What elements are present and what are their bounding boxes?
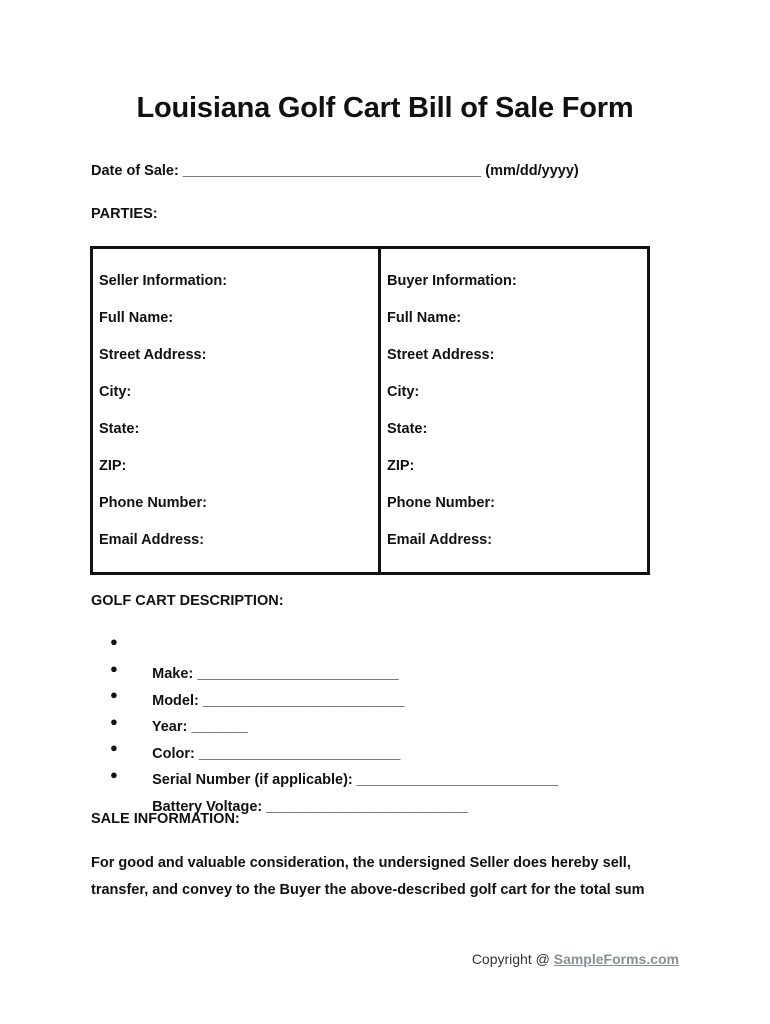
- seller-street-address-field[interactable]: Street Address:: [99, 347, 207, 363]
- seller-email-field[interactable]: Email Address:: [99, 532, 205, 548]
- page-title: Louisiana Golf Cart Bill of Sale Form: [136, 92, 634, 124]
- seller-zip-field[interactable]: ZIP:: [99, 458, 127, 474]
- seller-heading: Seller Information:: [99, 273, 228, 289]
- model-field[interactable]: Model: _________________________: [152, 692, 405, 709]
- list-item-model[interactable]: [110, 660, 558, 709]
- parties-heading: PARTIES:: [91, 206, 158, 222]
- buyer-phone-field[interactable]: Phone Number:: [387, 495, 495, 511]
- golf-cart-description-heading: GOLF CART DESCRIPTION:: [91, 593, 284, 609]
- seller-city-field[interactable]: City:: [99, 384, 132, 400]
- seller-full-name-field[interactable]: Full Name:: [99, 310, 174, 326]
- copyright-footer: [472, 951, 679, 967]
- buyer-zip-field[interactable]: ZIP:: [387, 458, 415, 474]
- color-field[interactable]: Color: _________________________: [152, 745, 401, 762]
- buyer-email-field[interactable]: Email Address:: [387, 532, 493, 548]
- seller-phone-field[interactable]: Phone Number:: [99, 495, 207, 511]
- bullet-icon: ●: [110, 660, 118, 676]
- list-item-battery-voltage[interactable]: [110, 766, 558, 815]
- copyright-prefix: Copyright @: [471, 951, 554, 967]
- buyer-state-field[interactable]: State:: [387, 421, 428, 437]
- sampleforms-link[interactable]: SampleForms.com: [553, 951, 679, 967]
- bullet-icon: ●: [110, 740, 118, 756]
- sale-information-heading: SALE INFORMATION:: [91, 811, 240, 827]
- seller-column: [93, 249, 381, 572]
- list-item-year[interactable]: [110, 687, 558, 736]
- buyer-column: [381, 249, 647, 572]
- bullet-icon: ●: [110, 634, 118, 649]
- year-field[interactable]: Year: _______: [151, 719, 248, 736]
- list-item-color[interactable]: [110, 713, 558, 762]
- date-of-sale-field[interactable]: Date of Sale: _____________________________________ (mm/dd/yyyy): [91, 163, 579, 179]
- buyer-city-field[interactable]: City:: [387, 384, 420, 400]
- bullet-icon: ●: [110, 766, 118, 782]
- sale-information-paragraph: For good and valuable consideration, the undersigned Seller does hereby sell, transfer, and convey to the Buyer the above-described golf cart for the total sum: [91, 855, 645, 898]
- buyer-street-address-field[interactable]: Street Address:: [387, 347, 495, 363]
- bullet-icon: ●: [110, 713, 118, 729]
- seller-state-field[interactable]: State:: [99, 421, 140, 437]
- list-item-serial-number[interactable]: [110, 740, 559, 789]
- golf-cart-description-list: [110, 634, 559, 815]
- serial-number-field[interactable]: Serial Number (if applicable): _________________________: [152, 772, 559, 789]
- bullet-icon: ●: [110, 687, 118, 703]
- battery-voltage-field[interactable]: Battery Voltage: _________________________: [152, 798, 468, 815]
- list-item-make[interactable]: [110, 634, 558, 682]
- parties-table: [90, 246, 650, 575]
- buyer-full-name-field[interactable]: Full Name:: [387, 310, 462, 326]
- make-field[interactable]: Make: _________________________: [152, 666, 399, 682]
- buyer-heading: Buyer Information:: [387, 273, 517, 289]
